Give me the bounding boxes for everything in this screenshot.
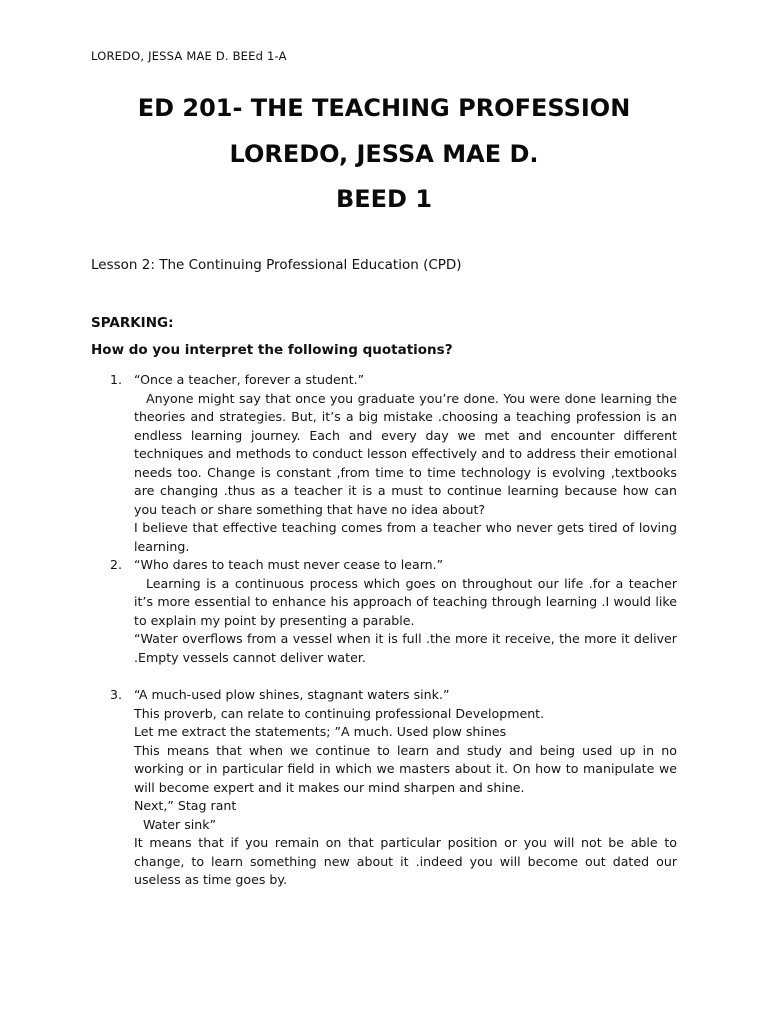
paragraph: This means that when we continue to learn and study and being used up in no working or in particular field in which we masters about it. On how to manipulate we will become expert and it makes our mind sharpen and shine. xyxy=(134,742,677,795)
paragraph: Anyone might say that once you graduate you’re done. You were done learning the theories and strategies. But, it’s a big mistake .choosing a teaching profession is an endless learning journey. Each and every day we met and encounter different techniques and methods to conduct lesson effectively and to address their emotional needs too. Change is constant ,from time to time technology is evolving ,textbooks are changing .thus as a teacher it is a must to continue learning because how can you teach or share something that have no idea about? xyxy=(134,390,677,517)
paragraph: Let me extract the statements; ”A much. Used plow shines xyxy=(134,724,507,739)
paragraph: It means that if you remain on that particular position or you will not be able to change, to learn something new about it .indeed you will become out dated our useless as time goes by. xyxy=(134,835,677,887)
list-item-body xyxy=(134,686,677,890)
question-heading: How do you interpret the following quotations? xyxy=(91,342,453,358)
lesson-heading: Lesson 2: The Continuing Professional Education (CPD) xyxy=(91,257,462,273)
paragraph: “Water overflows from a vessel when it is full .the more it receive, the more it deliver .Empty vessels cannot deliver water. xyxy=(134,631,677,665)
paragraph: This proverb, can relate to continuing professional Development. xyxy=(134,705,545,721)
page-header: LOREDO, JESSA MAE D. BEEd 1-A xyxy=(91,49,287,63)
paragraph: Water sink” xyxy=(143,816,217,832)
paragraph: Next,” Stag rant xyxy=(134,798,237,813)
document-title-section: BEED 1 xyxy=(335,185,433,213)
list-item-number: 1. xyxy=(110,372,123,387)
list-item-number: 2. xyxy=(110,557,123,572)
quote: “A much-used plow shines, stagnant waters sink.” xyxy=(134,687,450,702)
quote: “Who dares to teach must never cease to learn.” xyxy=(134,557,444,572)
paragraph: Learning is a continuous process which goes on throughout our life .for a teacher it’s more essential to enhance his approach of teaching through learning .I would like to explain my point by presenting a parable. xyxy=(134,575,677,628)
list-item-number: 3. xyxy=(110,687,123,702)
list-item-body xyxy=(134,371,677,556)
paragraph: I believe that effective teaching comes from a teacher who never gets tired of loving learning. xyxy=(134,520,677,554)
document-title-course: ED 201- THE TEACHING PROFESSION xyxy=(137,94,631,122)
sparking-heading: SPARKING: xyxy=(91,315,174,331)
list-item-body xyxy=(134,556,677,667)
quote: “Once a teacher, forever a student.” xyxy=(134,372,365,387)
document-title-name: LOREDO, JESSA MAE D. xyxy=(229,140,539,168)
